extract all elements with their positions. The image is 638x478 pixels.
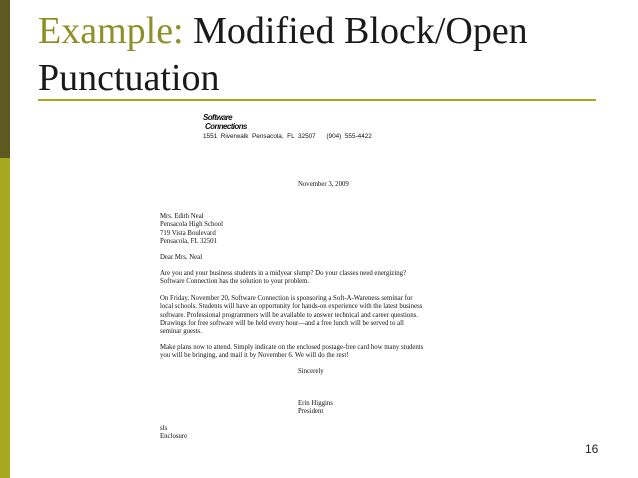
inside-address-line: Mrs. Edith Neal: [160, 213, 204, 220]
body-paragraph-2: [160, 295, 422, 336]
paragraph-line: On Friday, November 20, Software Connection is sponsoring a Soft-A-Wareness seminar for: [160, 295, 413, 302]
letterhead: [203, 113, 372, 141]
paragraph-line: software. Professional programmers will be available to answer technical and career questions.: [160, 311, 418, 319]
complimentary-close: Sincerely: [298, 368, 324, 375]
signer-name: Erin Higgins: [298, 400, 333, 407]
paragraph-line: Drawings for free software will be held every hour—and a free lunch will be served to all: [160, 319, 404, 327]
slide-title-accent: Example:: [38, 10, 184, 52]
side-accent-dark: [0, 0, 10, 158]
body-paragraph-3: [160, 344, 423, 361]
paragraph-line: Are you and your business students in a midyear slump? Do your classes need energizing?: [160, 270, 407, 277]
inside-address-line: Pensacola High School: [160, 221, 224, 229]
paragraph-line: Make plans now to attend. Simply indicate on the enclosed postage-free card how many students: [160, 344, 424, 351]
salutation: Dear Mrs. Neal: [160, 254, 203, 261]
slide-title-text: Modified Block/Open Punctuation: [38, 10, 528, 99]
inside-address: [160, 213, 223, 246]
paragraph-line: you will be bringing, and mail it by November 6. We will do the rest!: [160, 352, 349, 360]
company-name-line1: Software: [203, 113, 232, 122]
slide-title: [38, 8, 618, 102]
paragraph-line: local schools. Students will have an opportunity for hands-on experience with the latest business: [160, 303, 423, 311]
company-address: 1551 Riverwalk Pensacola, FL 32507 (904) 555-4422: [203, 133, 372, 140]
reference-initials: sls: [160, 425, 168, 432]
paragraph-line: Software Connection has the solution to your problem.: [160, 278, 310, 286]
inside-address-line: Pensacola, FL 32501: [160, 237, 217, 245]
enclosure-notation: Enclosure: [160, 433, 188, 441]
signer-title: President: [298, 408, 324, 416]
paragraph-line: seminar guests.: [160, 328, 202, 336]
letter-date: November 3, 2009: [298, 181, 349, 188]
company-name-line2: Connections: [205, 122, 247, 131]
signature-block: [298, 400, 333, 417]
inside-address-line: 719 Vista Boulevard: [160, 229, 216, 237]
reference-block: [160, 425, 187, 442]
side-accent-bar: [0, 0, 10, 478]
side-accent-light: [0, 158, 10, 478]
body-paragraph-1: [160, 270, 406, 287]
title-divider: [38, 99, 596, 101]
page-number: 16: [585, 442, 599, 456]
